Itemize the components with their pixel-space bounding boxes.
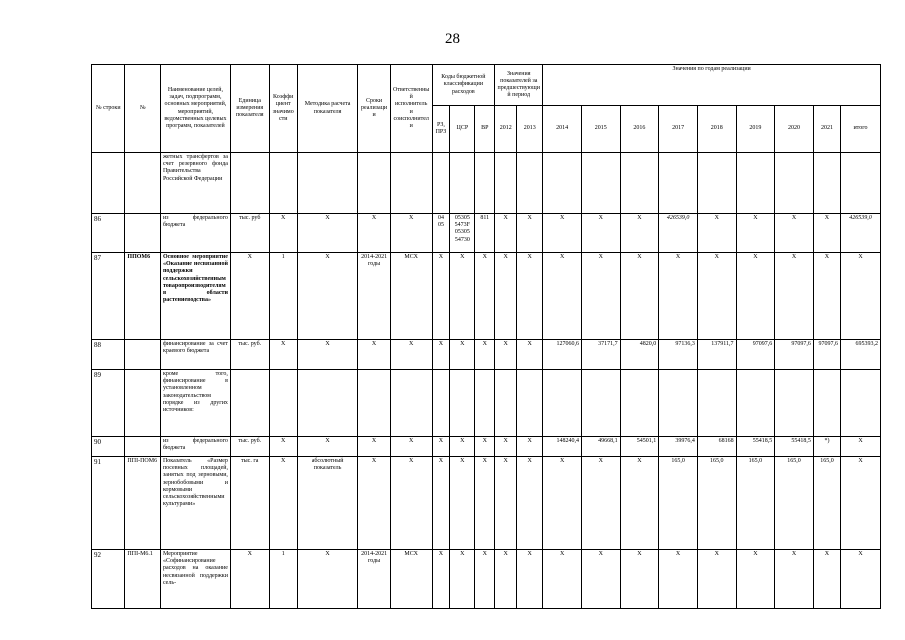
row-executor: Х <box>390 457 432 550</box>
row-method: Х <box>297 340 358 370</box>
row-value: 148240,4 <box>543 437 582 457</box>
header-year: 2016 <box>620 106 659 153</box>
row-value <box>697 370 736 437</box>
header-csr: ЦСР <box>450 106 475 153</box>
row-value: 127060,6 <box>543 340 582 370</box>
row-vr <box>475 370 495 437</box>
row-rz: Х <box>432 437 450 457</box>
row-value: 97097,6 <box>775 340 814 370</box>
row-name: Мероприятие «Софинансирование расходов на оказание несвязанной поддержки сель- <box>160 550 230 609</box>
header-method: Методика расчета показателя <box>297 65 358 153</box>
header-year: 2014 <box>543 106 582 153</box>
row-value: Х <box>581 214 620 253</box>
page-number: 28 <box>445 31 460 47</box>
row-method <box>297 153 358 214</box>
row-value: 49668,1 <box>581 437 620 457</box>
row-value: Х <box>813 214 840 253</box>
table-row <box>92 153 881 214</box>
row-rz <box>432 153 450 214</box>
row-value: Х <box>775 214 814 253</box>
header-year: 2021 <box>813 106 840 153</box>
row-unit: тыс. га <box>230 457 269 550</box>
row-total: Х <box>841 253 881 340</box>
row-name: финансирование за счет краевого бюджета <box>160 340 230 370</box>
row-executor <box>390 153 432 214</box>
row-2013: Х <box>517 550 543 609</box>
table-row <box>92 214 881 253</box>
row-value <box>581 370 620 437</box>
row-code <box>125 214 161 253</box>
row-unit <box>230 153 269 214</box>
row-value: 97097,6 <box>736 340 775 370</box>
row-2013 <box>517 153 543 214</box>
header-2012: 2012 <box>495 106 517 153</box>
row-value: Х <box>581 457 620 550</box>
row-method: абсолютный показатель <box>297 457 358 550</box>
row-unit: тыс. руб <box>230 214 269 253</box>
row-value: Х <box>736 214 775 253</box>
row-value: 165,0 <box>775 457 814 550</box>
row-code: ППІ-ПОМ6 <box>125 457 161 550</box>
row-value: 55418,5 <box>775 437 814 457</box>
header-year: 2015 <box>581 106 620 153</box>
row-value <box>659 153 698 214</box>
row-terms: Х <box>358 457 390 550</box>
row-csr: Х <box>450 340 475 370</box>
header-unit: Единица измерения показателя <box>230 65 269 153</box>
row-rz: Х <box>432 457 450 550</box>
row-value: Х <box>697 550 736 609</box>
row-rz: 04 05 <box>432 214 450 253</box>
row-code <box>125 340 161 370</box>
row-value <box>581 153 620 214</box>
row-coef: Х <box>269 457 297 550</box>
row-vr: Х <box>475 437 495 457</box>
table-row <box>92 253 881 340</box>
row-2012: Х <box>495 437 517 457</box>
row-value: Х <box>543 550 582 609</box>
row-2012 <box>495 153 517 214</box>
row-value <box>736 153 775 214</box>
row-rz: Х <box>432 550 450 609</box>
row-2013: Х <box>517 214 543 253</box>
row-value <box>659 370 698 437</box>
row-method: Х <box>297 214 358 253</box>
row-terms: 2014-2021 годы <box>358 550 390 609</box>
row-executor <box>390 370 432 437</box>
row-value <box>697 153 736 214</box>
row-code <box>125 153 161 214</box>
row-coef <box>269 153 297 214</box>
row-value: Х <box>659 550 698 609</box>
row-total: Х <box>841 457 881 550</box>
header-name: Наименование целей, задач, подпрограмм, основных мероприятий, мероприятий, ведомственных целевых программ, показателей <box>160 65 230 153</box>
row-rz: Х <box>432 253 450 340</box>
row-name: из федерального бюджета <box>160 214 230 253</box>
row-value: Х <box>581 550 620 609</box>
row-rz <box>432 370 450 437</box>
row-csr: 05305 5473F 05305 54730 <box>450 214 475 253</box>
row-value: 137911,7 <box>697 340 736 370</box>
row-rz: Х <box>432 340 450 370</box>
row-value <box>813 153 840 214</box>
row-2013 <box>517 370 543 437</box>
row-method <box>297 370 358 437</box>
row-value: Х <box>736 550 775 609</box>
row-value: 68168 <box>697 437 736 457</box>
row-vr: Х <box>475 457 495 550</box>
row-coef: 1 <box>269 550 297 609</box>
row-value: Х <box>813 253 840 340</box>
row-total: 426539,0 <box>841 214 881 253</box>
row-unit: Х <box>230 253 269 340</box>
row-2012: Х <box>495 214 517 253</box>
row-2013: Х <box>517 340 543 370</box>
row-value: 165,0 <box>697 457 736 550</box>
row-terms <box>358 370 390 437</box>
row-value: 97136,3 <box>659 340 698 370</box>
row-2012: Х <box>495 340 517 370</box>
row-executor: МСХ <box>390 253 432 340</box>
row-csr: Х <box>450 550 475 609</box>
row-name: Основное мероприятие «Оказание несвязанной поддержки сельскохозяйственным товаропроизводителям в области растениеводства» <box>160 253 230 340</box>
row-method: Х <box>297 253 358 340</box>
header-year: 2019 <box>736 106 775 153</box>
row-unit: тыс. руб. <box>230 340 269 370</box>
row-terms: Х <box>358 340 390 370</box>
row-value: *) <box>813 437 840 457</box>
header-terms: Сроки реализации <box>358 65 390 153</box>
row-value: 4820,0 <box>620 340 659 370</box>
row-value: Х <box>697 253 736 340</box>
row-coef: Х <box>269 340 297 370</box>
header-2013: 2013 <box>517 106 543 153</box>
row-vr: Х <box>475 253 495 340</box>
row-executor: Х <box>390 214 432 253</box>
row-2012: Х <box>495 253 517 340</box>
header-year: 2017 <box>659 106 698 153</box>
header-total: итого <box>841 106 881 153</box>
row-value <box>543 370 582 437</box>
table-row <box>92 437 881 457</box>
row-number: 86 <box>92 214 125 253</box>
row-number <box>92 153 125 214</box>
row-csr <box>450 153 475 214</box>
row-value: Х <box>543 214 582 253</box>
row-value <box>736 370 775 437</box>
header-by-years: Значения по годам реализации <box>543 65 881 106</box>
row-name: из федерального бюджета <box>160 437 230 457</box>
row-csr: Х <box>450 253 475 340</box>
row-value: Х <box>813 550 840 609</box>
header-row-no: № строки <box>92 65 125 153</box>
row-value: 54501,1 <box>620 437 659 457</box>
row-unit: тыс. руб. <box>230 437 269 457</box>
row-value <box>620 153 659 214</box>
table-row <box>92 340 881 370</box>
header-year: 2018 <box>697 106 736 153</box>
row-code: ППІ-М6.1 <box>125 550 161 609</box>
row-total <box>841 153 881 214</box>
row-value: Х <box>775 550 814 609</box>
row-value: 165,0 <box>736 457 775 550</box>
row-value: 97097,6 <box>813 340 840 370</box>
header-code-no: № <box>125 65 161 153</box>
row-terms <box>358 153 390 214</box>
row-value: 426539,0 <box>659 214 698 253</box>
row-name: жетных трансфертов за счет резервного фонда Правительства Российской Федерации <box>160 153 230 214</box>
row-vr: Х <box>475 550 495 609</box>
row-2013: Х <box>517 457 543 550</box>
row-number: 89 <box>92 370 125 437</box>
row-code <box>125 437 161 457</box>
row-terms: 2014-2021 годы <box>358 253 390 340</box>
header-executor: Ответственный исполнитель и соисполнители <box>390 65 432 153</box>
row-value <box>775 370 814 437</box>
row-total: Х <box>841 437 881 457</box>
row-value <box>543 153 582 214</box>
row-value: 39976,4 <box>659 437 698 457</box>
row-vr: 811 <box>475 214 495 253</box>
row-executor: МСХ <box>390 550 432 609</box>
header-budget-codes: Коды бюджетной классификации расходов <box>432 65 495 106</box>
row-executor: Х <box>390 437 432 457</box>
row-value: Х <box>620 214 659 253</box>
row-value: Х <box>775 253 814 340</box>
row-2013: Х <box>517 253 543 340</box>
table-row <box>92 457 881 550</box>
row-terms: Х <box>358 214 390 253</box>
row-number: 92 <box>92 550 125 609</box>
row-value: Х <box>736 253 775 340</box>
row-method: Х <box>297 437 358 457</box>
row-unit <box>230 370 269 437</box>
row-2013: Х <box>517 437 543 457</box>
row-value: Х <box>620 550 659 609</box>
header-prev-period: Значения показателей за предшествующий период <box>495 65 543 106</box>
row-value: 165,0 <box>659 457 698 550</box>
row-total: 695393,2 <box>841 340 881 370</box>
row-value: 55418,5 <box>736 437 775 457</box>
row-value: Х <box>543 457 582 550</box>
row-method: Х <box>297 550 358 609</box>
row-value <box>813 370 840 437</box>
program-indicators-table <box>91 64 881 609</box>
row-name: кроме того, финансирование в установленном законодательством порядке из других источников: <box>160 370 230 437</box>
table-row <box>92 370 881 437</box>
row-vr <box>475 153 495 214</box>
row-number: 88 <box>92 340 125 370</box>
header-vr: ВР <box>475 106 495 153</box>
row-value: Х <box>697 214 736 253</box>
row-coef: Х <box>269 437 297 457</box>
header-year: 2020 <box>775 106 814 153</box>
row-2012: Х <box>495 457 517 550</box>
row-csr <box>450 370 475 437</box>
row-value: Х <box>620 253 659 340</box>
row-coef: Х <box>269 214 297 253</box>
row-terms: Х <box>358 437 390 457</box>
row-code <box>125 370 161 437</box>
row-2012: Х <box>495 550 517 609</box>
row-value: Х <box>620 457 659 550</box>
row-total: Х <box>841 550 881 609</box>
row-value: Х <box>581 253 620 340</box>
row-value: Х <box>543 253 582 340</box>
row-vr: Х <box>475 340 495 370</box>
row-name: Показатель «Размер посевных площадей, занятых под зерновыми, зернобобовыми и кормовыми сельскохозяйственными культурами» <box>160 457 230 550</box>
row-value <box>775 153 814 214</box>
row-value: Х <box>659 253 698 340</box>
row-total <box>841 370 881 437</box>
row-coef: 1 <box>269 253 297 340</box>
row-number: 87 <box>92 253 125 340</box>
row-2012 <box>495 370 517 437</box>
row-coef <box>269 370 297 437</box>
row-unit: Х <box>230 550 269 609</box>
header-coef: Коэффициент значимости <box>269 65 297 153</box>
row-csr: Х <box>450 437 475 457</box>
row-number: 90 <box>92 437 125 457</box>
row-value: 165,0 <box>813 457 840 550</box>
row-value <box>620 370 659 437</box>
row-number: 91 <box>92 457 125 550</box>
row-code: ППОМ6 <box>125 253 161 340</box>
table-row <box>92 550 881 609</box>
row-csr: Х <box>450 457 475 550</box>
header-rz: РЗ, ПРЗ <box>432 106 450 153</box>
row-value: 37171,7 <box>581 340 620 370</box>
row-executor: Х <box>390 340 432 370</box>
